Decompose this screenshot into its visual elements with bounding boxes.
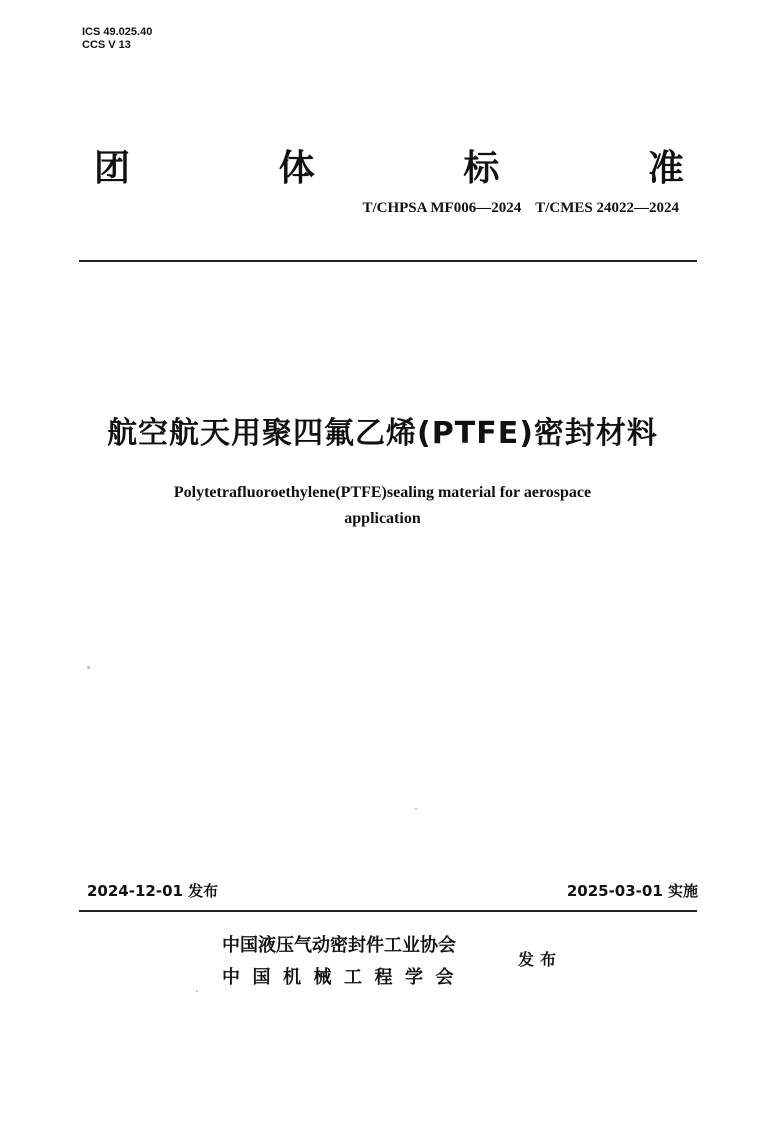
ccs-code: CCS V 13 [82, 39, 131, 51]
footer-divider [79, 910, 697, 912]
standard-code-cmes: T/CMES 24022—2024 [535, 200, 679, 216]
publisher-mechanical-society: 中国机械工程学会 [222, 967, 466, 988]
standard-codes [348, 200, 679, 217]
standard-type-char: 标 [463, 147, 500, 189]
publisher-hydraulic-association: 中国液压气动密封件工业协会 [222, 935, 456, 956]
standard-type-char: 体 [278, 147, 315, 189]
standard-type-char: 准 [647, 147, 684, 189]
classification-block [82, 26, 152, 52]
title-english-line-2: application [344, 510, 421, 527]
title-chinese: 航空航天用聚四氟乙烯(PTFE)密封材料 [107, 416, 658, 451]
ics-code: ICS 49.025.40 [82, 26, 153, 38]
scan-speck [415, 808, 417, 810]
standard-type-heading [94, 140, 684, 190]
release-date: 2024-12-01 发布 [87, 882, 219, 900]
standard-type-char: 团 [94, 147, 131, 189]
title-english-line-1: Polytetrafluoroethylene(PTFE)sealing material for aerospace [173, 484, 592, 501]
title-english [0, 480, 765, 532]
scan-speck [87, 666, 90, 669]
standard-code-chpsa: T/CHPSA MF006—2024 [362, 200, 522, 216]
scan-speck [196, 990, 198, 992]
publisher-list [222, 930, 466, 994]
implementation-date: 2025-03-01 实施 [566, 882, 698, 900]
publish-label: 发布 [518, 950, 563, 969]
header-divider [79, 260, 697, 262]
